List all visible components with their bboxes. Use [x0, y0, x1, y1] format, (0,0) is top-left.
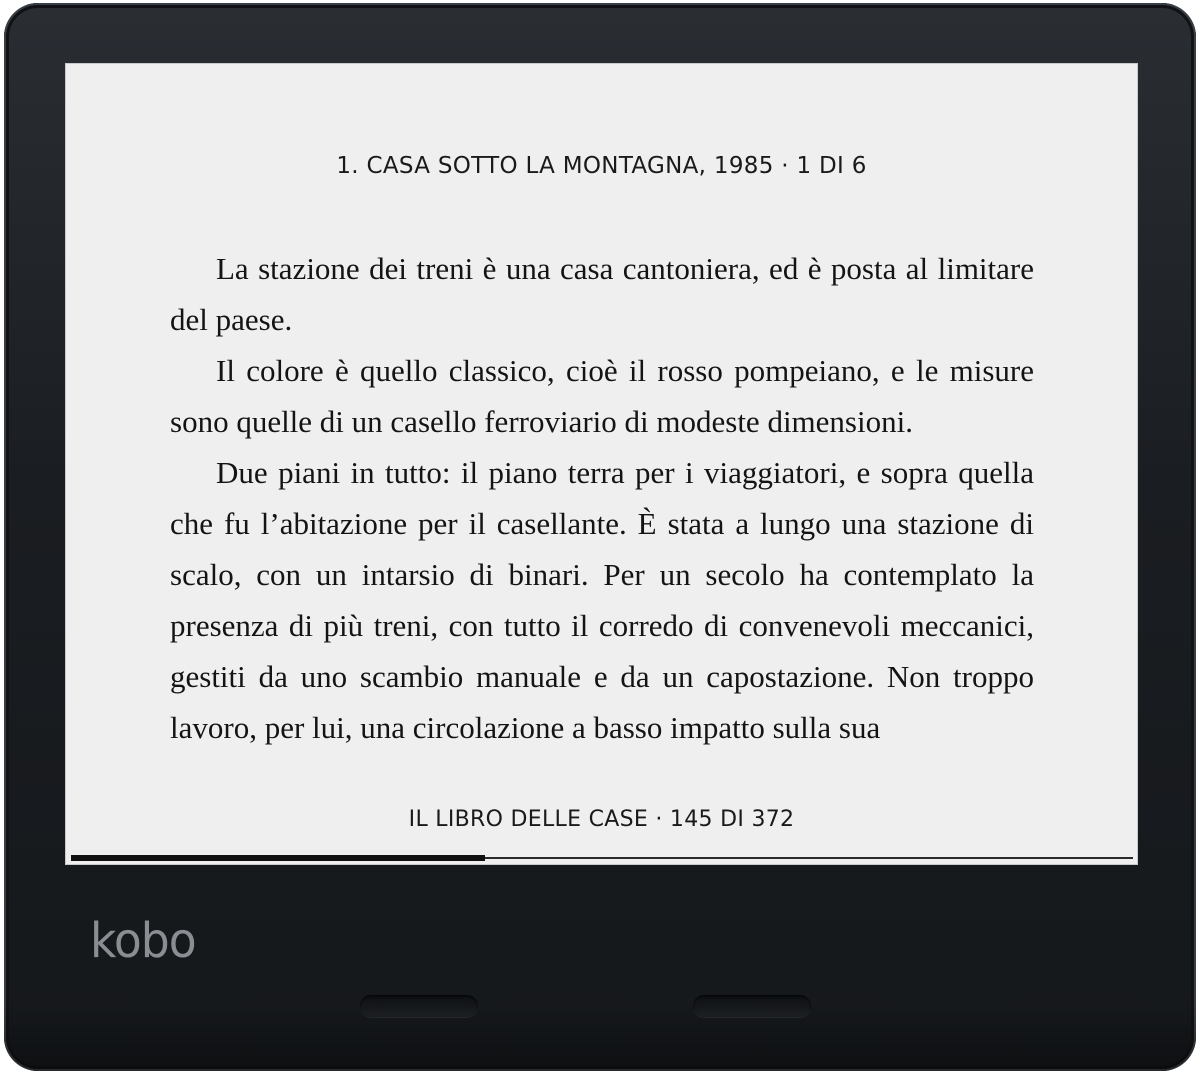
- chapter-header[interactable]: 1. CASA SOTTO LA MONTAGNA, 1985 · 1 DI 6: [336, 153, 867, 179]
- paragraph: Il colore è quello classico, cioè il rosso pompeiano, e le misure sono quelle di un casello ferroviario di modeste dimensioni.: [170, 353, 1034, 439]
- page-back-button[interactable]: [360, 995, 478, 1017]
- paragraph: La stazione dei treni è una casa cantoniera, ed è posta al limitare del paese.: [170, 251, 1034, 337]
- reading-progress-bar: [71, 857, 1133, 859]
- ereader-device: [4, 3, 1196, 1071]
- book-progress-footer[interactable]: IL LIBRO DELLE CASE · 145 DI 372: [408, 807, 795, 832]
- kobo-logo: kobo: [90, 913, 196, 969]
- page-forward-button[interactable]: [693, 995, 811, 1017]
- page-text[interactable]: [170, 243, 1034, 753]
- reading-progress-fill: [71, 855, 485, 861]
- paragraph: Due piani in tutto: il piano terra per i viaggiatori, e sopra quella che fu l’abitazione per il casellante. È stata a lungo una stazione di scalo, con un intarsio di binari. Per un secolo ha contemplato la presenza di più treni, con tutto il corredo di convenevoli meccanici, gestiti da uno scambio manuale e da un capostazione. Non troppo lavoro, per lui, una circolazione a basso impatto sulla sua: [170, 455, 1034, 745]
- ereader-screen[interactable]: [65, 63, 1138, 865]
